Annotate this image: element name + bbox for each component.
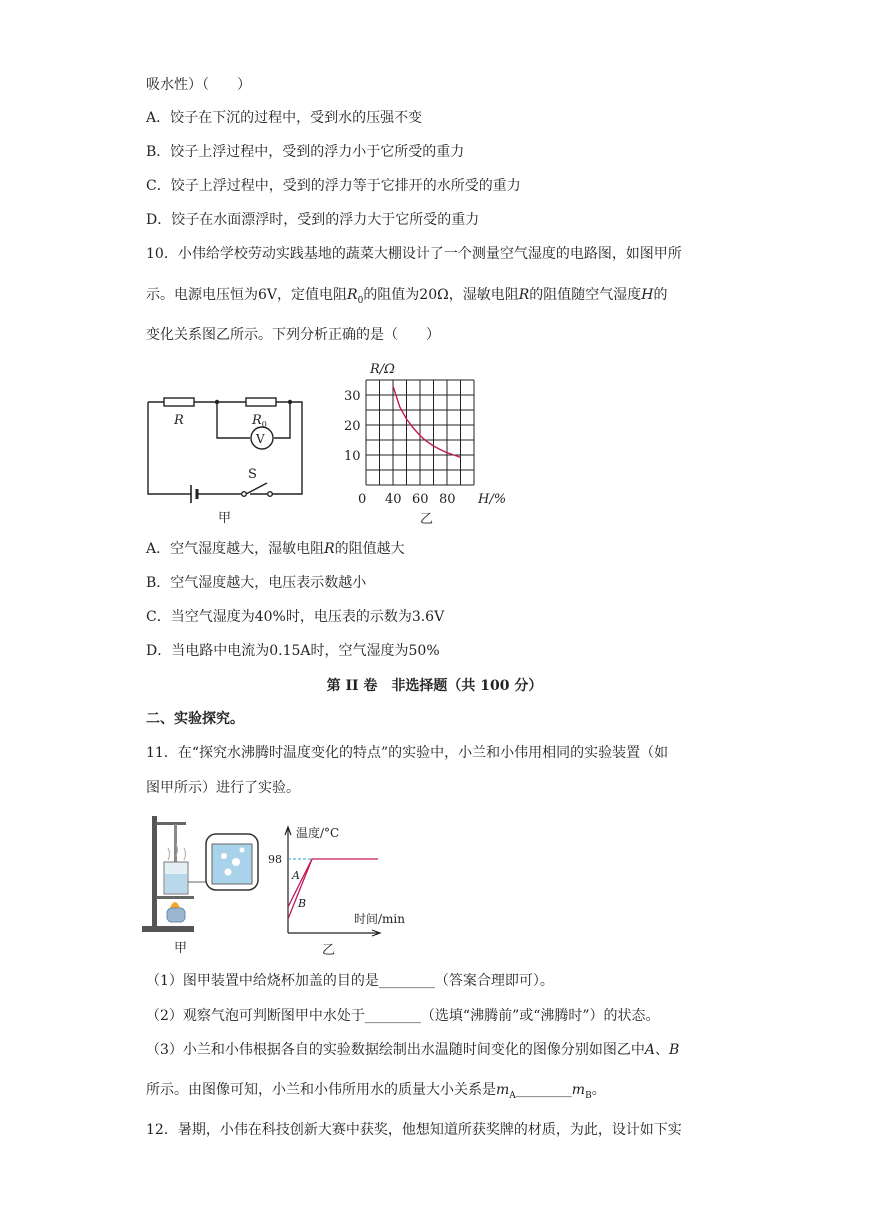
resistor-r: [164, 398, 194, 406]
q11-sub1: （1）图甲装置中给烧杯加盖的目的是________（答案合理即可）。: [146, 973, 554, 989]
chart-caption: 乙: [322, 943, 336, 958]
q11-sub3-line1: （3）小兰和小伟根据各自的实验数据绘制出水温随时间变化的图像分别如图乙中A、B: [146, 1042, 680, 1058]
q10-option-c: C．当空气湿度为40%时，电压表的示数为3.6V: [146, 609, 445, 625]
x-axis-label: 时间/min: [354, 912, 405, 926]
label-r0: $R_0$: [252, 413, 267, 429]
y-tick-label: 10: [344, 449, 361, 464]
q11-sub2: （2）观察气泡可判断图甲中水处于________（选填“沸腾前”或“沸腾时”）的状态。: [146, 1008, 660, 1024]
x-tick-label: 0: [358, 492, 367, 507]
y-tick-label: 30: [344, 389, 361, 404]
q9-stem-tail: 吸水性）（ ）: [146, 77, 251, 93]
q9-option-b: B．饺子上浮过程中，受到的浮力小于它所受的重力: [146, 144, 465, 160]
q10-option-b: B．空气湿度越大，电压表示数越小: [146, 575, 367, 591]
q10-stem-line2: 示。电源电压恒为6V，定值电阻$R_0$的阻值为20Ω，湿敏电阻R的阻值随空气湿度H的: [146, 287, 668, 306]
chart-temp-vs-time: [268, 815, 413, 960]
q10-stem-line1: 10．小伟给学校劳动实践基地的蔬菜大棚设计了一个测量空气湿度的电路图，如图甲所: [146, 246, 682, 262]
chart-caption: 乙: [420, 512, 434, 527]
series-b: [288, 859, 312, 919]
circuit-caption: 甲: [218, 511, 232, 526]
x-axis-label: H/%: [478, 492, 507, 507]
x-tick-label: 80: [439, 492, 456, 507]
y-tick-label: 20: [344, 419, 361, 434]
y-tick-98: 98: [268, 853, 282, 866]
q9-option-a: A．饺子在下沉的过程中，受到水的压强不变: [146, 110, 423, 126]
resistor-r0: [246, 398, 276, 406]
y-axis-label: R/Ω: [370, 362, 395, 377]
q11-stem-line2: 图甲所示）进行了实验。: [146, 780, 300, 796]
label-r: R: [174, 413, 184, 428]
q10-option-d: D．当电路中电流为0.15A时，空气湿度为50%: [146, 643, 440, 659]
x-tick-label: 40: [385, 492, 402, 507]
apparatus-caption: 甲: [174, 941, 188, 956]
label-b: B: [298, 897, 307, 910]
part2-title: 第 II 卷 非选择题（共 100 分）: [326, 678, 543, 694]
x-tick-label: 60: [412, 492, 429, 507]
q10-stem-line3: 变化关系图乙所示。下列分析正确的是（ ）: [146, 327, 440, 343]
label-a: A: [292, 869, 300, 882]
q9-option-c: C．饺子上浮过程中，受到的浮力等于它排开的水所受的重力: [146, 178, 521, 194]
q11-sub3-line2: 所示。由图像可知，小兰和小伟所用水的质量大小关系是$m_A\_\_\_\_\_\_\_\_m_B$。: [146, 1082, 606, 1101]
circuit-diagram: [142, 380, 312, 530]
label-v: V: [256, 432, 265, 446]
curve-r-h: [393, 386, 461, 457]
boiling-apparatus: [140, 812, 265, 960]
section-heading: 二、实验探究。: [146, 711, 244, 727]
q11-stem-line1: 11．在“探究水沸腾时温度变化的特点”的实验中，小兰和小伟用相同的实验装置（如: [146, 745, 669, 761]
switch-contact: [242, 492, 247, 497]
q12-stem-line1: 12．暑期，小伟在科技创新大赛中获奖，他想知道所获奖牌的材质，为此，设计如下实: [146, 1122, 682, 1138]
label-s: S: [248, 467, 257, 482]
q10-option-a: A．空气湿度越大，湿敏电阻R的阻值越大: [146, 541, 405, 557]
q9-option-d: D．饺子在水面漂浮时，受到的浮力大于它所受的重力: [146, 212, 480, 228]
y-axis-label: 温度/°C: [296, 826, 340, 840]
chart-r-vs-h: [330, 355, 520, 530]
